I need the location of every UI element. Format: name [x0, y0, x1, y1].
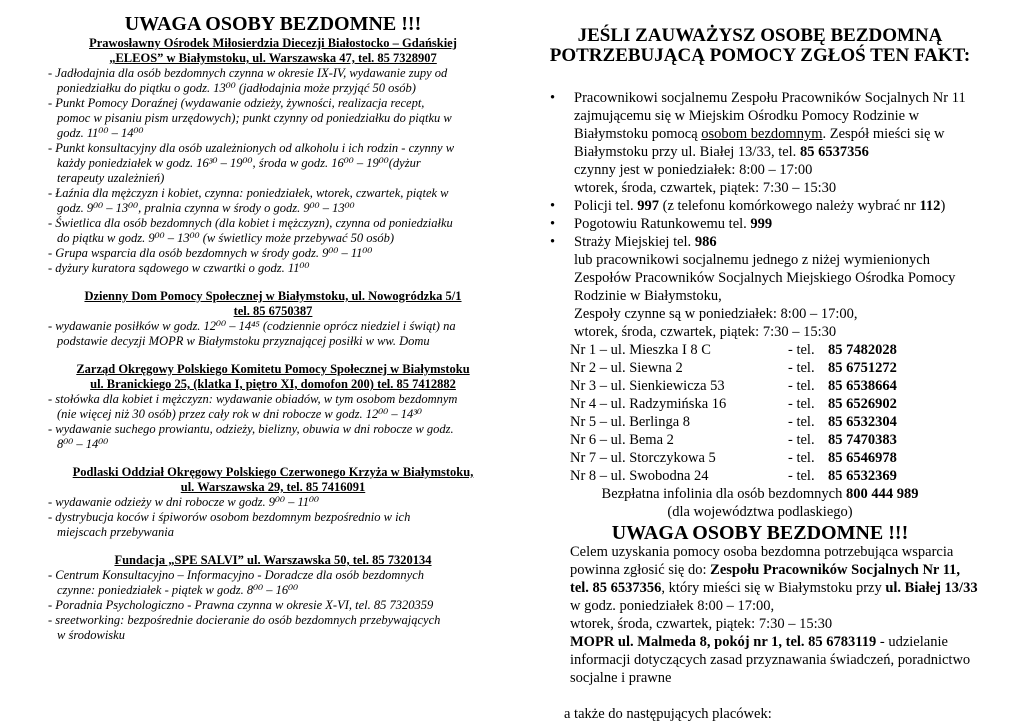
salvi-section: [48, 553, 498, 643]
team-name: Nr 7 – ul. Storczykowa 5: [570, 450, 716, 466]
left-column: [48, 0, 498, 643]
phone-number: 85 6526902: [828, 396, 897, 412]
phone-row: [570, 467, 990, 485]
list-line: - Jadłodajnia dla osób bezdomnych czynna w okresie IX-IV, wydawanie zupy od: [48, 66, 448, 80]
phone-number: 85 6751272: [828, 360, 897, 376]
eleos-section: [48, 36, 498, 276]
list-line: - wydawanie posiłków w godz. 12⁰⁰ – 14⁴⁵ (codziennie oprócz niedziel i świąt) na: [48, 319, 456, 333]
pck-list: [48, 495, 498, 540]
right-title-1: JEŚLI ZAUWAŻYSZ OSOBĘ BEZDOMNĄ: [577, 25, 943, 46]
phone-row: [570, 377, 990, 395]
ddps-list: [48, 319, 498, 349]
bullet-police: • Policji tel. 997 (z telefonu komórkowego należy wybrać nr 112): [550, 198, 946, 214]
bullet-icon: •: [550, 216, 556, 232]
tel-label: - tel.: [788, 378, 815, 394]
list-line: pomoc w pisaniu pism urzędowych); punkt czynny od poniedziałku do piątku w: [57, 111, 452, 125]
pck-section: [48, 465, 498, 540]
phone-number: 85 6532304: [828, 414, 897, 430]
pkps-list: [48, 392, 498, 452]
ddps-section: [48, 289, 498, 349]
b1-line-6: wtorek, środa, czwartek, piątek: 7:30 – 15:30: [574, 180, 837, 196]
team-name: Nr 3 – ul. Sienkiewicza 53: [570, 378, 725, 394]
pkps-header-1: Zarząd Okręgowy Polskiego Komitetu Pomocy Społecznej w Białymstoku: [76, 362, 470, 376]
team-name: Nr 4 – ul. Radzymińska 16: [570, 396, 727, 412]
phone-row: [570, 359, 990, 377]
b4-line-6: wtorek, środa, czwartek, piątek: 7:30 – 15:30: [574, 324, 837, 340]
eleos-header-2: „ELEOS” w Białymstoku, ul. Warszawska 47, tel. 85 7328907: [109, 51, 437, 65]
team-name: Nr 5 – ul. Berlinga 8: [570, 414, 691, 430]
salvi-header-1: Fundacja „SPE SALVI” ul. Warszawska 50, tel. 85 7320134: [114, 553, 432, 567]
pkps-header-2: ul. Branickiego 25, (klatka I, piętro XI, domofon 200) tel. 85 7412882: [90, 377, 456, 391]
bullet-city-guard: • Straży Miejskiej tel. 986 lub pracownikowi socjalnemu jednego z niżej wymienionych Zespołów Pracowników Socjalnych Miejskiego Ośrodka Pomocy Rodzinie w Białymstoku, Zespoły czynne są w poniedziałek: 8:00 – 17:00, wtorek, środa, czwartek, piątek: 7:30 – 15:30: [530, 233, 990, 341]
eleos-header-1: Prawosławny Ośrodek Miłosierdzia Diecezji Białostocko – Gdańskiej: [89, 36, 457, 50]
list-line: - Punkt Pomocy Doraźnej (wydawanie odzieży, żywności, realizacja recept,: [48, 96, 425, 110]
help-paragraph: Celem uzyskania pomocy osoba bezdomna potrzebująca wsparcia powinna zgłosić się do: Zespołu Pracowników Socjalnych Nr 11, tel. 85 6537356, który mieści się w Białymstoku przy ul. Białej 13/33 w godz. poniedziałek 8:00 – 17:00, wtorek, środa, czwartek, piątek: 7:30 – 15:30 MOPR ul. Malmeda 8, pokój nr 1, tel. 85 6783119 - udzielanie informacji dotyczących zasad przyznawania świadczeń, poradnictwo socjalne i prawne a także do następujących placówek:: [564, 544, 978, 722]
team-name: Nr 1 – ul. Mieszka I 8 C: [570, 342, 711, 358]
eleos-list: [48, 66, 498, 276]
ddps-header-1: Dzienny Dom Pomocy Społecznej w Białymstoku, ul. Nowogródzka 5/1: [84, 289, 462, 303]
phone-number: 85 6532369: [828, 468, 897, 484]
phone-number: 85 7482028: [828, 342, 897, 358]
tel-label: - tel.: [788, 414, 815, 430]
team-phone-list: [570, 341, 990, 485]
tel-label: - tel.: [788, 342, 815, 358]
list-line: każdy poniedziałek w godz. 16³⁰ – 19⁰⁰, środa w godz. 16⁰⁰ – 19⁰⁰(dyżur: [57, 156, 421, 170]
left-title: UWAGA OSOBY BEZDOMNE !!!: [124, 13, 422, 35]
pck-header-1: Podlaski Oddział Okręgowy Polskiego Czerwonego Krzyża w Białymstoku,: [72, 465, 474, 479]
phone-number: 85 7470383: [828, 432, 897, 448]
list-line: poniedziałku do piątku o godz. 13⁰⁰ (jadłodajnia może przyjąć 50 osób): [57, 81, 416, 95]
phone-row: [570, 449, 990, 467]
helpline: Bezpłatna infolinia dla osób bezdomnych 800 444 989: [601, 486, 919, 502]
helpline-region: (dla województwa podlaskiego): [667, 504, 853, 520]
list-line: - dystrybucja koców i śpiworów osobom bezdomnym bezpośrednio w ich: [48, 510, 411, 524]
list-line: terapeuty uzależnień): [57, 171, 165, 185]
b1-line-5: czynny jest w poniedziałek: 8:00 – 17:00: [574, 162, 813, 178]
list-line: do piątku w godz. 9⁰⁰ – 13⁰⁰ (w świetlicy może przebywać 50 osób): [57, 231, 395, 245]
b1-line-4: Białymstoku przy ul. Białej 13/33, tel. 85 6537356: [574, 144, 869, 160]
tel-label: - tel.: [788, 468, 815, 484]
right-column: [530, 0, 990, 723]
bullet-icon: •: [550, 234, 556, 250]
ddps-header-2: tel. 85 6750387: [233, 304, 313, 318]
list-line: czynne: poniedziałek - piątek w godz. 8⁰⁰ – 16⁰⁰: [57, 583, 299, 597]
b4-line-5: Zespoły czynne są w poniedziałek: 8:00 – 17:00,: [574, 306, 858, 322]
list-line: - Łaźnia dla mężczyzn i kobiet, czynna: poniedziałek, wtorek, czwartek, piątek w: [48, 186, 449, 200]
list-line: w środowisku: [57, 628, 125, 642]
list-line: (nie więcej niż 30 osób) przez cały rok w dni robocze w godz. 12⁰⁰ – 14³⁰: [57, 407, 423, 421]
list-line: - sreetworking: bezpośrednie docieranie do osób bezdomnych przebywających: [48, 613, 441, 627]
list-line: - Grupa wsparcia dla osób bezdomnych w środy godz. 9⁰⁰ – 11⁰⁰: [48, 246, 373, 260]
phone-row: [570, 431, 990, 449]
right-title-3: UWAGA OSOBY BEZDOMNE !!!: [611, 522, 909, 544]
list-line: 8⁰⁰ – 14⁰⁰: [57, 437, 109, 451]
salvi-list: [48, 568, 498, 643]
b1-line-2: zajmującemu się w Miejskim Ośrodku Pomocy Rodzinie w: [574, 108, 920, 124]
list-line: - dyżury kuratora sądowego w czwartki o godz. 11⁰⁰: [48, 261, 310, 275]
list-line: podstawie decyzji MOPR w Białymstoku przyznającej posiłki w ww. Domu: [57, 334, 430, 348]
phone-row: [570, 413, 990, 431]
b4-line-3: Zespołów Pracowników Socjalnych Miejskiego Ośrodka Pomocy: [574, 270, 956, 286]
tel-label: - tel.: [788, 432, 815, 448]
b4-line-4: Rodzinie w Białymstoku,: [574, 288, 722, 304]
list-line: miejscach przebywania: [57, 525, 174, 539]
phone-number: 85 6538664: [828, 378, 897, 394]
bullet-icon: •: [550, 198, 556, 214]
list-line: - wydawanie odzieży w dni robocze w godz. 9⁰⁰ – 11⁰⁰: [48, 495, 320, 509]
tel-label: - tel.: [788, 396, 815, 412]
phone-number: 85 6546978: [828, 450, 897, 466]
list-line: - Świetlica dla osób bezdomnych (dla kobiet i mężczyzn), czynna od poniedziałku: [48, 216, 453, 230]
b4-line-2: lub pracownikowi socjalnemu jednego z niżej wymienionych: [574, 252, 930, 268]
bullet-ambulance: • Pogotowiu Ratunkowemu tel. 999: [550, 216, 773, 232]
list-line: - wydawanie suchego prowiantu, odzieży, bielizny, obuwia w dni robocze w godz.: [48, 422, 454, 436]
pck-header-2: ul. Warszawska 29, tel. 85 7416091: [180, 480, 366, 494]
list-line: - Poradnia Psychologiczno - Prawna czynna w okresie X-VI, tel. 85 7320359: [48, 598, 434, 612]
report-list: [530, 89, 990, 341]
list-line: godz. 11⁰⁰ – 14⁰⁰: [57, 126, 144, 140]
bullet-icon: •: [550, 90, 556, 106]
phone-row: [570, 341, 990, 359]
list-line: - Punkt konsultacyjny dla osób uzależnionych od alkoholu i ich rodzin - czynny w: [48, 141, 455, 155]
team-name: Nr 2 – ul. Siewna 2: [570, 360, 683, 376]
team-name: Nr 6 – ul. Bema 2: [570, 432, 674, 448]
b1-line-1: Pracownikowi socjalnemu Zespołu Pracowników Socjalnych Nr 11: [574, 90, 966, 106]
pkps-section: [48, 362, 498, 452]
tel-label: - tel.: [788, 360, 815, 376]
b1-line-3: Białymstoku pomocą osobom bezdomnym. Zespół mieści się w: [574, 126, 945, 142]
right-title-2: POTRZEBUJĄCĄ POMOCY ZGŁOŚ TEN FAKT:: [549, 45, 971, 66]
bullet-social-worker: [530, 89, 990, 197]
team-name: Nr 8 – ul. Swobodna 24: [570, 468, 709, 484]
tel-label: - tel.: [788, 450, 815, 466]
phone-row: [570, 395, 990, 413]
list-line: - stołówka dla kobiet i mężczyzn: wydawanie obiadów, w tym osobom bezdomnym: [48, 392, 458, 406]
list-line: godz. 9⁰⁰ – 13⁰⁰, pralnia czynna w środy o godz. 9⁰⁰ – 13⁰⁰: [57, 201, 355, 215]
list-line: - Centrum Konsultacyjno – Informacyjno - Doradcze dla osób bezdomnych: [48, 568, 424, 582]
